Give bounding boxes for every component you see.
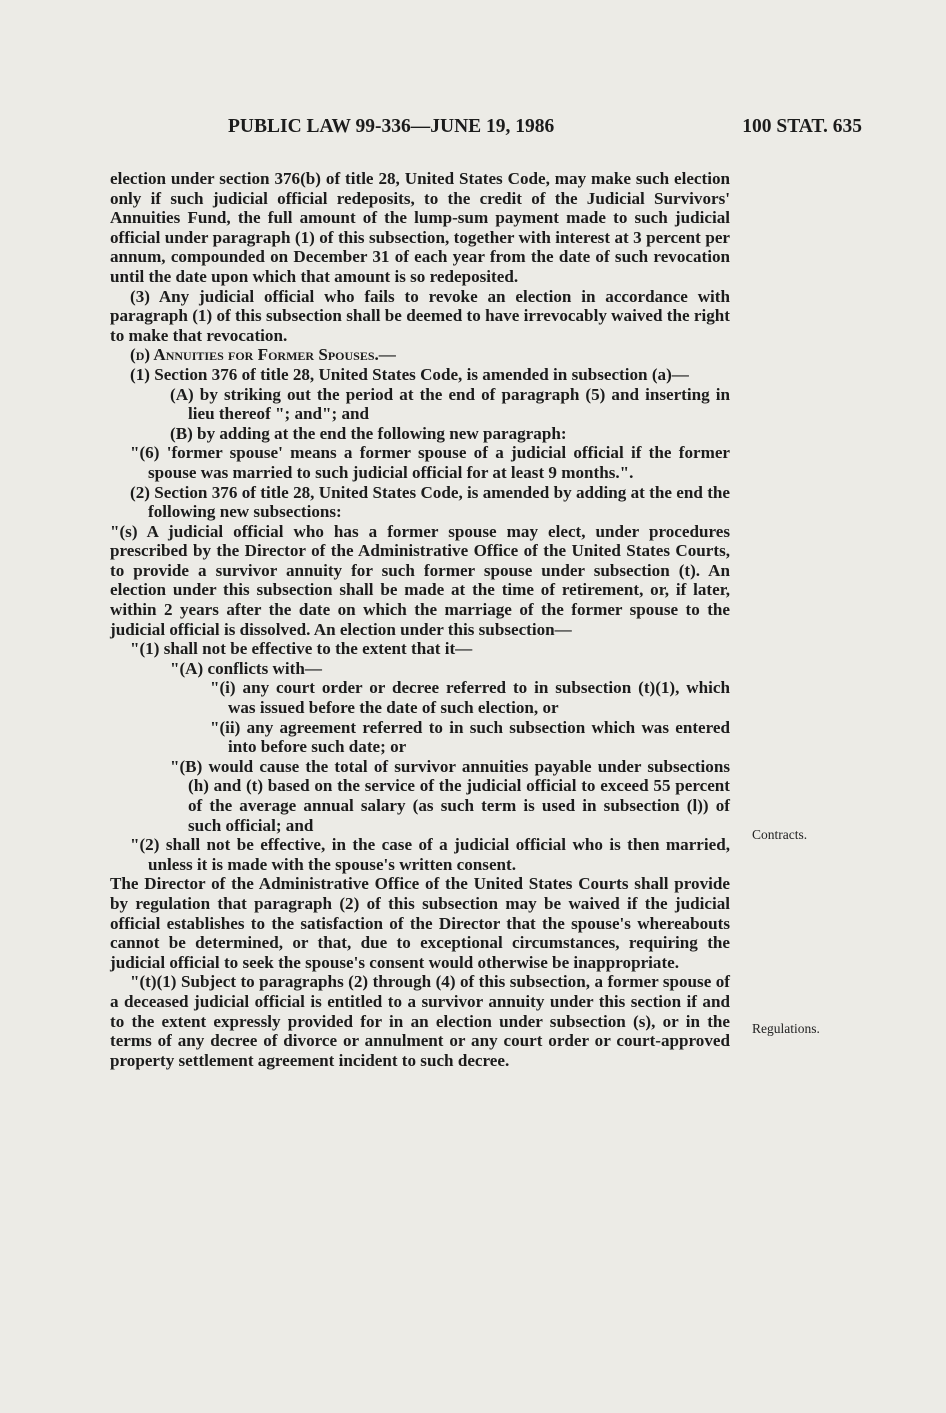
page-header <box>110 116 862 146</box>
statute-text <box>110 169 730 1070</box>
clause-s1-a-ii: "(ii) any agreement referred to in such subsection which was entered into before such date; or <box>210 717 730 757</box>
paragraph-continuation: election under section 376(b) of title 28, United States Code, may make such election only if such judicial official redeposits, to the credit of the Judicial Survivors' Annuities Fund, the full amount of the lump-sum payment made to such judicial official under paragraph (1) of this subsection, together with interest at 3 percent per annum, compounded on December 31 of each year from the date of such revocation until the date upon which that amount is so redeposited. <box>110 169 730 286</box>
paragraph-d1: (1) Section 376 of title 28, United States Code, is amended in subsection (a)— <box>130 364 689 384</box>
subsection-t1: "(t)(1) Subject to paragraphs (2) through (4) of this subsection, a former spouse of a deceased judicial official is entitled to a survivor annuity under this section if and to the extent expressly provided for in an election under subsection (s), or in the terms of any decree of divorce or annulment or any court order or court-approved property settlement agreement incident to such decree. <box>110 972 730 1070</box>
clause-s1-a-i: "(i) any court order or decree referred to in subsection (t)(1), which was issued before the date of such election, or <box>210 678 730 718</box>
paragraph-s1: "(1) shall not be effective to the extent that it— <box>130 639 473 659</box>
margin-note-contracts: Contracts. <box>752 827 808 842</box>
clause-d1-b: (B) by adding at the end the following new paragraph: <box>170 423 567 443</box>
clause-s1-b: "(B) would cause the total of survivor annuities payable under subsections (h) and (t) based on the service of the judicial official to exceed 55 percent of the average annual salary (as such term is used in subsection (l)) of such official; and <box>170 756 730 835</box>
paragraph-s2: "(2) shall not be effective, in the case of a judicial official who is then married, unless it is made with the spouse's written consent. <box>130 835 730 874</box>
clause-s1-a: "(A) conflicts with— <box>170 658 322 678</box>
clause-d1-a: (A) by striking out the period at the end of paragraph (5) and inserting in lieu thereof "; and"; and <box>170 384 730 424</box>
margin-note-regulations: Regulations. <box>752 1021 820 1036</box>
subsection-d-heading: (d) Annuities for Former Spouses.— <box>130 345 396 365</box>
paragraph-3: (3) Any judicial official who fails to revoke an election in accordance with paragraph (1) of this subsection shall be deemed to have irrevocably waived the right to make that revocation. <box>110 286 730 345</box>
running-title: PUBLIC LAW 99-336—JUNE 19, 1986 <box>228 116 555 137</box>
director-regulation-paragraph: The Director of the Administrative Office of the United States Courts shall provide by regulation that paragraph (2) of this subsection may be waived if the judicial official establishes to the satisfaction of the Director that the spouse's whereabouts cannot be determined, or that, due to exceptional circumstances, requiring the judicial official to seek the spouse's consent would otherwise be inappropriate. <box>110 874 730 972</box>
new-paragraph-6: "(6) 'former spouse' means a former spouse of a judicial official if the former spouse was married to such judicial official for at least 9 months.". <box>130 443 730 482</box>
paragraph-d2: (2) Section 376 of title 28, United States Code, is amended by adding at the end the following new subsections: <box>130 482 730 522</box>
statute-page-number: 100 STAT. 635 <box>742 116 862 137</box>
subsection-s: "(s) A judicial official who has a former spouse may elect, under procedures prescribed by the Director of the Administrative Office of the United States Courts, to provide a survivor annuity for such former spouse under subsection (t). An election under this subsection shall be made at the time of retirement, or, if later, within 2 years after the date on which the marriage of the former spouse to the judicial official is dissolved. An election under this subsection— <box>110 521 730 639</box>
